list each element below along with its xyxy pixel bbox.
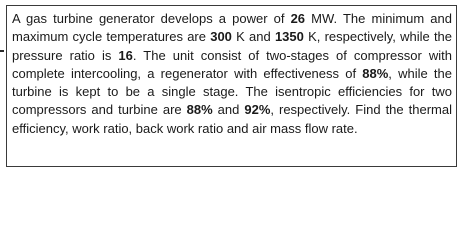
compressor-efficiency-value: 88% <box>186 102 213 118</box>
problem-text-segment: A gas turbine generator develops a power of <box>12 11 291 26</box>
problem-text-segment: K and <box>231 29 275 45</box>
problem-statement-text <box>12 10 452 138</box>
problem-text-segment: , while the turbine is kept to be a single stage. The isentropic efficiencies for two compressors and turbine are <box>12 65 452 118</box>
problem-text-segment: . The unit consist of two-stages of compressor with complete intercooling, a regenerator with effectiveness of <box>12 47 452 81</box>
pressure-ratio-value: 16 <box>118 47 133 63</box>
min-temperature-value: 300 <box>210 29 232 45</box>
problem-text-segment: MW. The minimum and maximum cycle temperatures are <box>12 11 452 45</box>
max-temperature-value: 1350 <box>274 29 304 45</box>
left-edge-mark <box>0 50 4 52</box>
problem-text-segment: and <box>212 102 245 118</box>
problem-text-segment: , respectively. Find the thermal efficiency, work ratio, back work ratio and air mass flow rate. <box>12 102 452 136</box>
problem-text-segment: K, respectively, while the pressure ratio is <box>12 29 453 63</box>
turbine-efficiency-value: 92% <box>244 102 271 118</box>
problem-statement-box <box>6 5 457 167</box>
power-value: 26 <box>290 11 306 26</box>
regenerator-effectiveness-value: 88% <box>362 65 389 81</box>
